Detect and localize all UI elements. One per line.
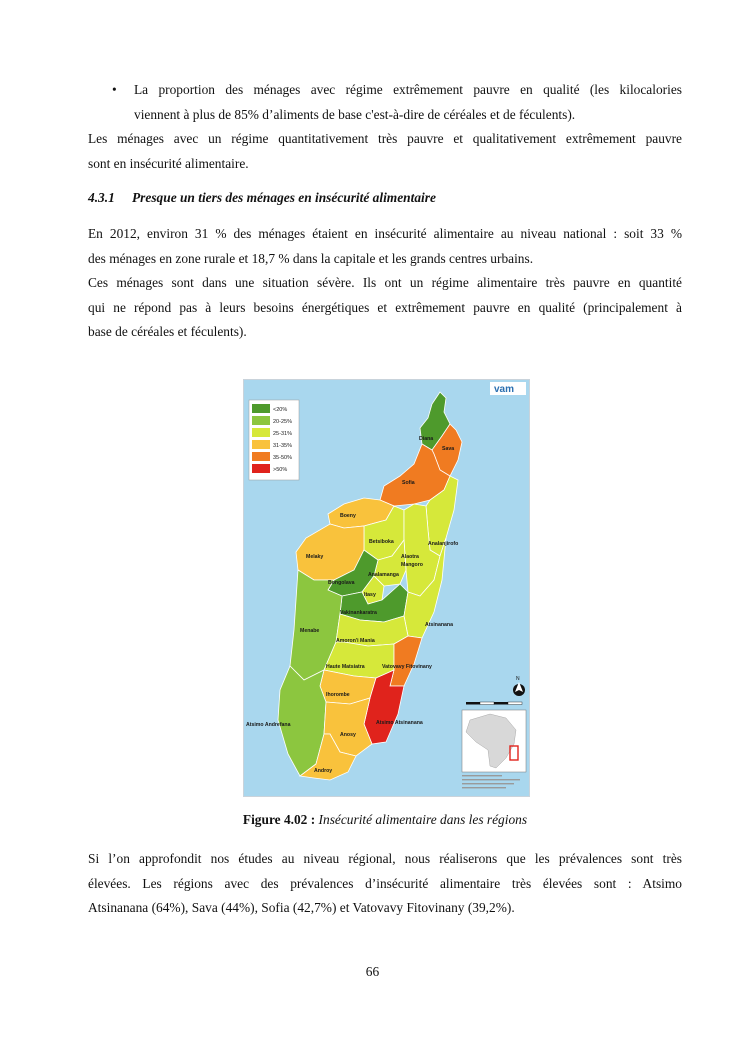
label-diana: Diana bbox=[419, 436, 434, 442]
figure-caption-label: Figure 4.02 : bbox=[242, 812, 316, 827]
label-haute-matsiatra: Haute Matsiatra bbox=[326, 664, 365, 670]
bullet-item bbox=[88, 78, 682, 127]
label-sava: Sava bbox=[442, 446, 455, 452]
label-atsinanana: Atsinanana bbox=[425, 622, 453, 628]
north-label: N bbox=[516, 676, 520, 682]
figure-caption-text: Insécurité alimentaire dans les régions bbox=[318, 812, 528, 827]
legend-label-6: >50% bbox=[273, 467, 288, 473]
legend-swatch-2 bbox=[252, 416, 270, 425]
map-legend bbox=[249, 400, 299, 480]
paragraph-1-line-2: sont en insécurité alimentaire. bbox=[88, 155, 249, 171]
label-androy: Androy bbox=[314, 768, 333, 774]
legend-swatch-3 bbox=[252, 428, 270, 437]
bullet-line-1: La proportion des ménages avec régime extrêmement pauvre en qualité (les kilocalories bbox=[134, 82, 682, 97]
legend-swatch-1 bbox=[252, 404, 270, 413]
label-ihorombe: Ihorombe bbox=[326, 692, 350, 698]
label-analamanga: Analamanga bbox=[368, 572, 399, 578]
legend-label-4: 31-35% bbox=[273, 443, 292, 449]
figure-caption bbox=[88, 812, 682, 828]
madagascar-food-insecurity-map bbox=[243, 379, 530, 797]
paragraph-2-line-1: En 2012, environ 31 % des ménages étaient en insécurité alimentaire au niveau national : soit 33 % bbox=[88, 226, 682, 241]
label-atsimo-atsinanana: Atsimo Atsinanana bbox=[376, 720, 423, 726]
label-sofia: Sofia bbox=[402, 480, 415, 486]
paragraph-1-line-1: Les ménages avec un régime quantitativement très pauvre et qualitativement extrêmement pauvre bbox=[88, 131, 682, 146]
section-number: 4.3.1 bbox=[88, 190, 115, 205]
paragraph-2-line-3: Ces ménages sont dans une situation sévère. Ils ont un régime alimentaire très pauvre en quantité bbox=[88, 275, 682, 290]
paragraph-2-line-4: qui ne répond pas à leurs besoins énergétiques et extrêmement pauvre en qualité (principalement à bbox=[88, 299, 682, 315]
paragraph-2-line-5: base de céréales et féculents). bbox=[88, 324, 247, 339]
legend-swatch-6 bbox=[252, 464, 270, 473]
paragraph-3-line-1: Si l’on approfondit nos études au niveau régional, nous réaliserons que les prévalences sont très bbox=[88, 851, 682, 866]
label-alaotra: Alaotra bbox=[401, 554, 419, 560]
paragraph-3-line-2: élevées. Les régions avec des prévalences d’insécurité alimentaire très élevées sont : Atsimo bbox=[88, 875, 682, 891]
paragraph-2 bbox=[88, 222, 682, 345]
label-vatovavy: Vatovavy Fitovinany bbox=[382, 664, 432, 670]
legend-label-2: 20-25% bbox=[273, 419, 292, 425]
label-mangoro: Mangoro bbox=[401, 562, 423, 568]
label-bongolava: Bongolava bbox=[328, 580, 355, 586]
label-itasy: Itasy bbox=[364, 592, 376, 598]
bullet-line-2: viennent à plus de 85% d’aliments de base c'est-à-dire de céréales et de féculents). bbox=[134, 106, 576, 122]
label-betsiboka: Betsiboka bbox=[369, 539, 394, 545]
paragraph-3 bbox=[88, 847, 682, 921]
legend-label-1: <20% bbox=[273, 407, 288, 413]
label-amoron-mania: Amoron'i Mania bbox=[336, 638, 375, 644]
label-analanjirofo: Analanjirofo bbox=[428, 541, 459, 547]
paragraph-1 bbox=[88, 127, 682, 176]
bullet-dot: • bbox=[112, 82, 117, 97]
label-atsimo-andrefana: Atsimo Andrefana bbox=[246, 722, 291, 728]
legend-label-5: 35-50% bbox=[273, 455, 292, 461]
label-anosy: Anosy bbox=[340, 732, 356, 738]
page-number: 66 bbox=[365, 964, 380, 979]
paragraph-3-line-3: Atsinanana (64%), Sava (44%), Sofia (42,7%) et Vatovavy Fitovinany (39,2%). bbox=[88, 900, 515, 915]
label-vakinankaratra: Vakinankaratra bbox=[340, 610, 377, 616]
legend-swatch-4 bbox=[252, 440, 270, 449]
legend-label-3: 25-31% bbox=[273, 431, 292, 437]
label-boeny: Boeny bbox=[340, 513, 356, 519]
label-menabe: Menabe bbox=[300, 628, 320, 634]
vam-logo: vam bbox=[494, 384, 515, 395]
africa-inset-map bbox=[462, 710, 526, 772]
legend-swatch-5 bbox=[252, 452, 270, 461]
section-heading bbox=[88, 190, 436, 206]
scale-bar bbox=[466, 702, 522, 705]
label-melaky: Melaky bbox=[306, 554, 324, 560]
section-title: Presque un tiers des ménages en insécurité alimentaire bbox=[132, 190, 436, 205]
paragraph-2-line-2: des ménages en zone rurale et 18,7 % dans la capitale et les grands centres urbains. bbox=[88, 250, 534, 266]
